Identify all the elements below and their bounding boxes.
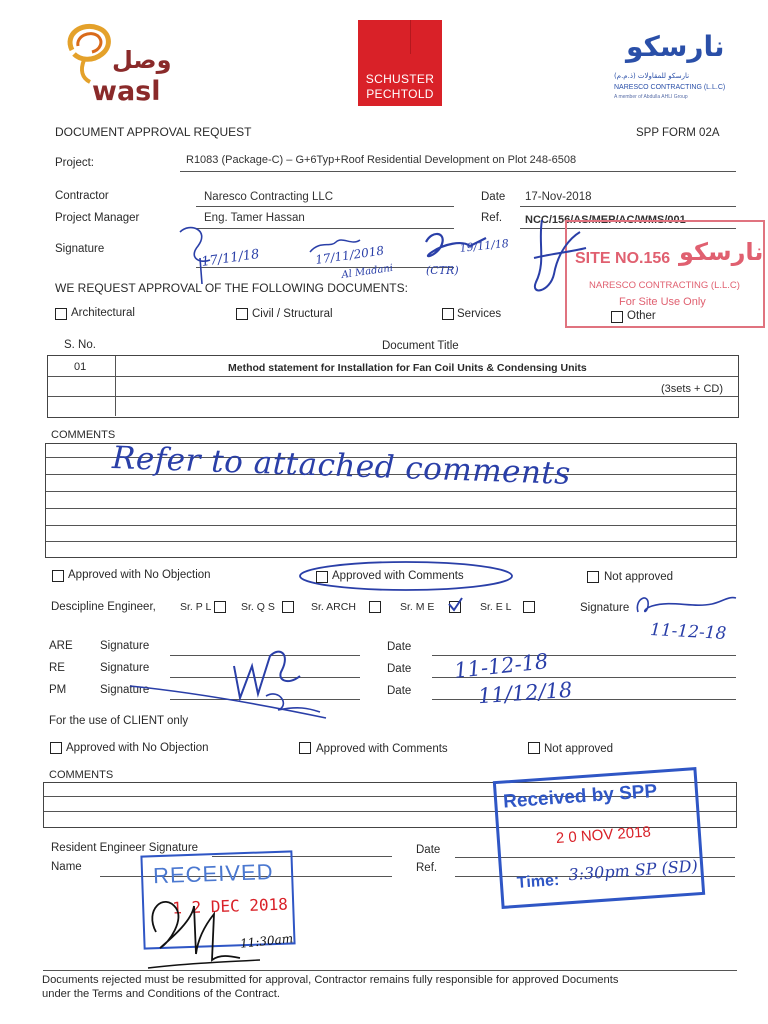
pm-date-label: Date <box>387 685 412 697</box>
discipline-engineer-label: Descipline Engineer, <box>51 601 156 613</box>
naresco-tagline: A member of Abdulla AHLI Group <box>614 94 688 100</box>
request-heading: WE REQUEST APPROVAL OF THE FOLLOWING DOCUMENTS: <box>55 281 408 295</box>
pm-date-handwritten: 11/12/18 <box>477 677 574 709</box>
ref-value: NCC/156/AS/MEP/AC/WMS/001 <box>525 214 686 226</box>
civil-structural-label: Civil / Structural <box>252 308 333 320</box>
are-signature-label: Signature <box>100 640 150 652</box>
checkmark-icon <box>446 596 464 614</box>
signature-date-3: 19/11/18 <box>458 236 510 255</box>
architectural-checkbox[interactable] <box>55 308 67 320</box>
discipline-arch-label: Sr. ARCH <box>311 601 356 613</box>
signature-ctr: (CTR) <box>426 264 459 277</box>
comment-line <box>46 525 736 526</box>
discipline-date: 11-12-18 <box>649 620 727 644</box>
civil-structural-checkbox[interactable] <box>236 308 248 320</box>
not-approved-checkbox[interactable] <box>587 571 599 583</box>
pm-label: PM <box>49 684 67 696</box>
naresco-arabic-text: نارسكو <box>626 30 725 63</box>
wasl-logo <box>62 18 172 110</box>
approved-no-objection-checkbox[interactable] <box>52 570 64 582</box>
discipline-signature <box>632 590 742 620</box>
naresco-arabic-sub: نارسكو للمقاولات (ذ.م.م) <box>614 72 690 80</box>
serial-number-header: S. No. <box>64 339 96 351</box>
discipline-qs-checkbox[interactable] <box>282 601 294 613</box>
are-date-label: Date <box>387 641 412 653</box>
client-comments-label: COMMENTS <box>49 769 114 781</box>
site-stamp-arabic: نارسكو <box>679 238 764 266</box>
project-value: R1083 (Package-C) – G+6Typ+Roof Residential Development on Plot 248-6508 <box>186 154 577 166</box>
comment-line <box>46 508 736 509</box>
schuster-line1: SCHUSTER <box>365 72 435 86</box>
discipline-qs-label: Sr. Q S <box>241 601 275 613</box>
date-value: 17-Nov-2018 <box>525 191 592 203</box>
signature-date-2: 17/11/2018 <box>314 243 385 267</box>
contractor-value: Naresco Contracting LLC <box>204 191 334 203</box>
approved-with-comments-checkbox[interactable] <box>316 571 328 583</box>
site-stamp-use: For Site Use Only <box>619 296 706 308</box>
footer-line-1: Documents rejected must be resubmitted for approval, Contractor remains fully responsible for approved Documents <box>42 974 619 986</box>
signature-name: Al Madani <box>340 262 394 281</box>
re-label: RE <box>49 662 65 674</box>
discipline-el-label: Sr. E L <box>480 601 512 613</box>
footer-rule <box>43 970 737 971</box>
document-copies: (3sets + CD) <box>661 383 724 395</box>
approved-no-objection-label: Approved with No Objection <box>68 569 211 581</box>
document-table-row-line-2 <box>48 396 738 397</box>
project-underline <box>180 171 736 172</box>
document-row-serial: 01 <box>74 361 87 373</box>
document-table-row-line <box>48 376 738 377</box>
site-stamp <box>565 220 765 328</box>
comments-label: COMMENTS <box>51 429 116 441</box>
signature-stroke-4 <box>534 220 586 290</box>
wasl-emblem-icon <box>62 20 118 84</box>
services-label: Services <box>457 308 502 320</box>
document-title-header: Document Title <box>382 340 459 352</box>
other-label: Other <box>627 310 656 322</box>
discipline-pl-label: Sr. P L <box>180 601 212 613</box>
project-label: Project: <box>55 157 94 169</box>
schuster-pechtold-logo <box>358 20 442 106</box>
form-number: SPP FORM 02A <box>636 127 720 139</box>
signature-label: Signature <box>55 243 105 255</box>
client-approved-no-objection-label: Approved with No Objection <box>66 742 209 754</box>
discipline-me-label: Sr. M E <box>400 601 435 613</box>
naresco-logo <box>612 30 742 106</box>
comment-line <box>46 491 736 492</box>
received-by-spp-stamp <box>493 767 705 909</box>
are-label: ARE <box>49 640 73 652</box>
wasl-text: wasl <box>92 76 161 107</box>
resident-engineer-signature-label: Resident Engineer Signature <box>51 842 199 854</box>
handwritten-comment: Refer to attached comments <box>111 440 572 492</box>
spp-stamp-title: Received by SPP <box>502 780 658 813</box>
other-checkbox[interactable] <box>611 311 623 323</box>
re-date-label: Date <box>387 663 412 675</box>
site-stamp-company: NARESCO CONTRACTING (L.L.C) <box>589 280 740 291</box>
document-table-divider <box>115 356 116 416</box>
site-stamp-number: SITE NO.156 <box>575 250 671 267</box>
signature-date-1: 17/11/18 <box>200 246 261 270</box>
contractor-label: Contractor <box>55 190 109 202</box>
contractor-underline <box>196 206 454 207</box>
document-row-title: Method statement for Installation for Fan Coil Units & Condensing Units <box>228 362 587 374</box>
comment-line <box>46 541 736 542</box>
client-approved-no-objection-checkbox[interactable] <box>50 742 62 754</box>
architectural-label: Architectural <box>71 307 135 319</box>
form-title: DOCUMENT APPROVAL REQUEST <box>55 125 252 139</box>
received-time-handwritten: 11:30am <box>239 931 294 951</box>
project-manager-label: Project Manager <box>55 212 140 224</box>
re-signature <box>130 636 330 720</box>
re-date-handwritten: 11-12-18 <box>453 649 550 683</box>
discipline-el-checkbox[interactable] <box>523 601 535 613</box>
client-use-label: For the use of CLIENT only <box>49 715 189 727</box>
spp-stamp-time-handwritten: 3:30pm SP (SD) <box>567 856 699 885</box>
re-signature-label: Signature <box>100 662 150 674</box>
date-label: Date <box>481 191 506 203</box>
client-approved-with-comments-label: Approved with Comments <box>316 743 448 755</box>
discipline-signature-label: Signature <box>580 602 630 614</box>
spp-stamp-date: 2 0 NOV 2018 <box>555 823 652 847</box>
footer-line-2: under the Terms and Conditions of the Contract. <box>42 988 280 1000</box>
pm-signature-label: Signature <box>100 684 150 696</box>
client-not-approved-label: Not approved <box>544 743 614 755</box>
naresco-english-sub: NARESCO CONTRACTING (L.L.C) <box>614 84 726 91</box>
client-approved-with-comments-checkbox[interactable] <box>299 742 311 754</box>
resident-name-label: Name <box>51 861 82 873</box>
discipline-arch-checkbox[interactable] <box>369 601 381 613</box>
resident-ref-label: Ref. <box>416 862 438 874</box>
received-stamp-date: 1 2 DEC 2018 <box>171 894 289 918</box>
resident-date-label: Date <box>416 844 441 856</box>
not-approved-label: Not approved <box>604 571 674 583</box>
schuster-line2: PECHTOLD <box>366 87 434 101</box>
project-manager-value: Eng. Tamer Hassan <box>204 212 305 224</box>
received-stamp-title: RECEIVED <box>152 859 274 889</box>
ref-label: Ref. <box>481 212 503 224</box>
logo-crease-line <box>410 20 411 54</box>
wasl-arabic-text: وصل <box>112 46 172 74</box>
spp-stamp-time-label: Time: <box>516 871 560 892</box>
approved-with-comments-label: Approved with Comments <box>332 570 464 582</box>
date-underline <box>520 206 736 207</box>
services-checkbox[interactable] <box>442 308 454 320</box>
client-not-approved-checkbox[interactable] <box>528 742 540 754</box>
discipline-pl-checkbox[interactable] <box>214 601 226 613</box>
